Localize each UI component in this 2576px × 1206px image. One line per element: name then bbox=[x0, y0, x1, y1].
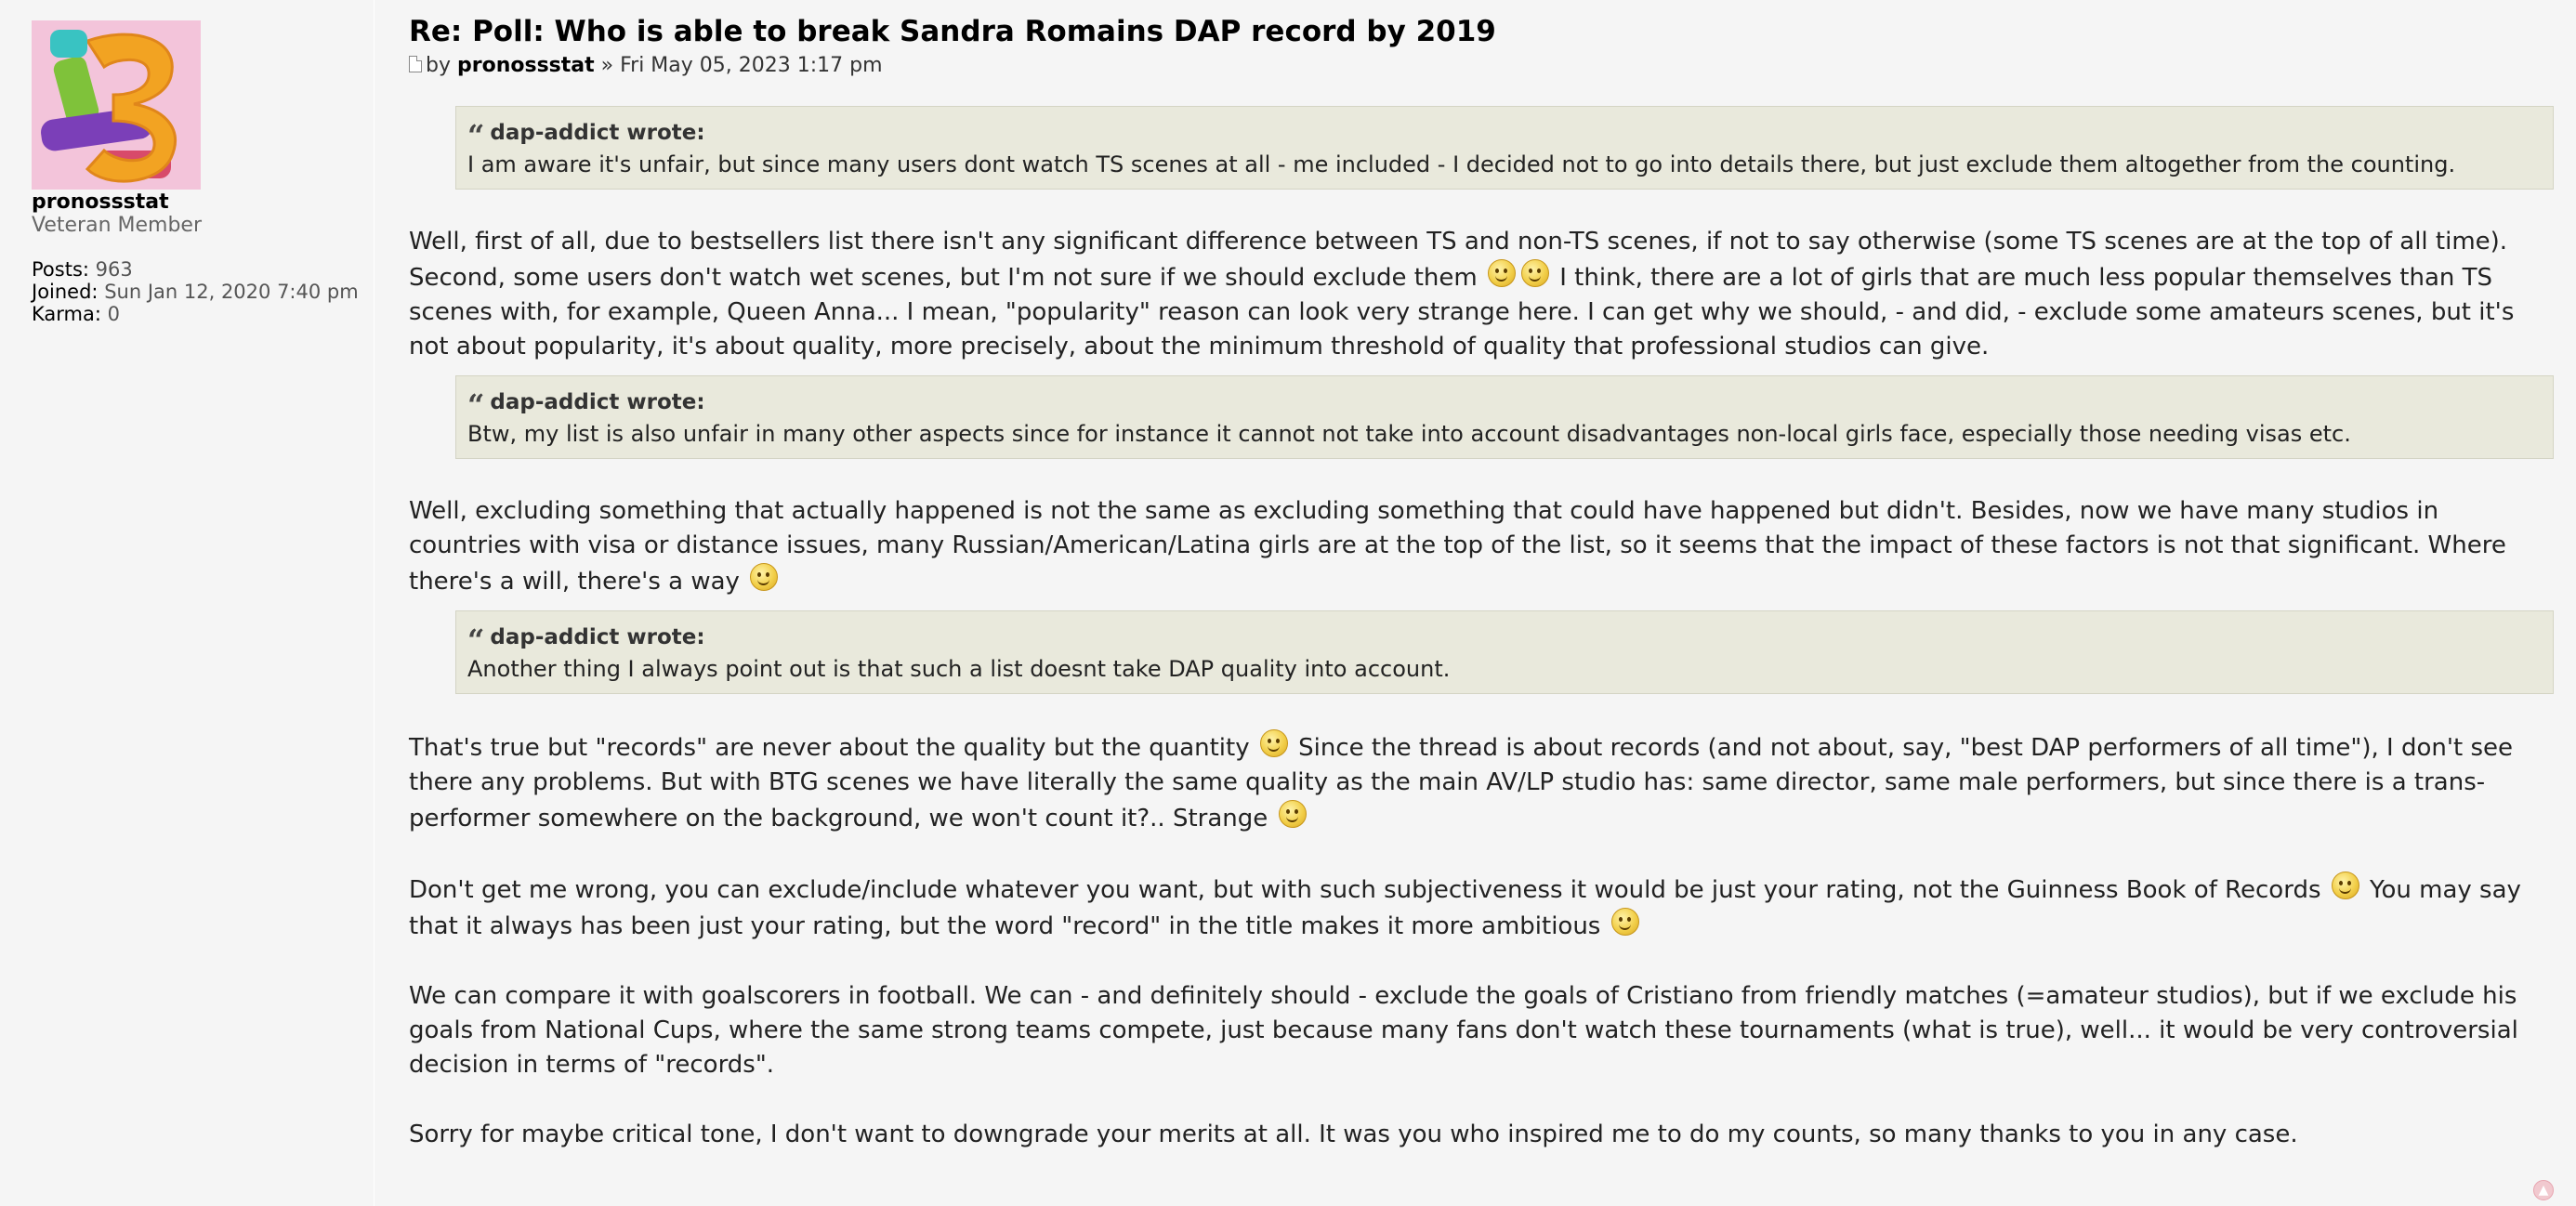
smiley-icon bbox=[1260, 729, 1288, 757]
quote-text: Another thing I always point out is that such a list doesnt take DAP quality into account. bbox=[467, 656, 1451, 682]
post-author-line bbox=[409, 52, 2554, 80]
paragraph bbox=[409, 494, 2554, 599]
quote-author bbox=[467, 623, 2542, 658]
quote-icon: “ bbox=[467, 387, 485, 423]
stat-value: 0 bbox=[107, 303, 120, 325]
quote-text: I am aware it's unfair, but since many users dont watch TS scenes at all - me included - I decided not to go into details there, but just exclude them altogether from the counting. bbox=[467, 151, 2456, 177]
post-profile bbox=[0, 0, 375, 1206]
by-label: by bbox=[426, 54, 451, 77]
quote-author-text: dap-addict wrote: bbox=[490, 625, 705, 649]
paragraph-text: We can compare it with goalscorers in football. We can - and definitely should - exclude the goals of Cristiano from friendly matches (=amateur studios), but if we exclude his goals from National Cups, where the same strong teams compete, just because many fans don't watch these tournaments (what is true), well... it would be very controversial decision in terms of "records". bbox=[409, 982, 2518, 1079]
profile-rank: Veteran Member bbox=[32, 214, 202, 237]
quote-block bbox=[455, 106, 2554, 190]
post-link-icon[interactable] bbox=[409, 56, 422, 72]
post-date: » Fri May 05, 2023 1:17 pm bbox=[600, 54, 883, 77]
paragraph bbox=[409, 872, 2554, 944]
quote-author-text: dap-addict wrote: bbox=[490, 121, 705, 145]
profile-stats bbox=[32, 258, 359, 325]
paragraph-text: You may say that it always has been just your rating, but the word "record" in the title makes it more ambitious bbox=[409, 876, 2521, 940]
back-to-top-icon[interactable]: ▲ bbox=[2533, 1180, 2554, 1200]
quote-block bbox=[455, 610, 2554, 694]
quote-author-text: dap-addict wrote: bbox=[490, 390, 705, 414]
post-body bbox=[409, 13, 2554, 1152]
profile-username[interactable]: pronossstat bbox=[32, 190, 169, 214]
post-content bbox=[409, 106, 2554, 1152]
stat-karma bbox=[32, 303, 359, 325]
paragraph-text: That's true but "records" are never about the quality but the quantity bbox=[409, 734, 1250, 762]
quote-author bbox=[467, 387, 2542, 423]
paragraph bbox=[409, 729, 2554, 836]
smiley-icon bbox=[1488, 259, 1516, 287]
stat-posts bbox=[32, 258, 359, 281]
quote-block bbox=[455, 375, 2554, 459]
smiley-icon bbox=[750, 563, 778, 591]
paragraph-text: Don't get me wrong, you can exclude/include whatever you want, but with such subjectiveness it would be just your rating, not the Guinness Book of Records bbox=[409, 876, 2321, 904]
stat-value[interactable]: 963 bbox=[95, 258, 133, 281]
smiley-icon bbox=[2332, 872, 2359, 899]
paragraph-text: Well, excluding something that actually happened is not the same as excluding something that could have happened but didn't. Besides, now we have many studios in countries with visa or distance issues, many Russian/American/Latina girls are at the top of the list, so it seems that the impact of these factors is not that significant. Where there's a will, there's a way bbox=[409, 497, 2506, 596]
stat-label: Joined: bbox=[32, 281, 99, 303]
stat-label: Posts: bbox=[32, 258, 89, 281]
stat-joined bbox=[32, 281, 359, 303]
quote-author bbox=[467, 118, 2542, 153]
paragraph bbox=[409, 1118, 2554, 1152]
paragraph bbox=[409, 979, 2554, 1082]
quote-icon: “ bbox=[467, 118, 485, 153]
stat-value: Sun Jan 12, 2020 7:40 pm bbox=[104, 281, 359, 303]
avatar-image bbox=[32, 20, 201, 190]
paragraph-text: I think, there are a lot of girls that are much less popular themselves than TS scenes with, for example, Queen Anna... I mean, "popularity" reason can look very strange here. I can get why we should, - and did, - exclude some amateurs scenes, but it's not about popularity, it's about quality, more precisely, about the minimum threshold of quality that professional studios can give. bbox=[409, 264, 2515, 360]
avatar[interactable] bbox=[32, 20, 201, 190]
post-title[interactable]: Re: Poll: Who is able to break Sandra Romains DAP record by 2019 bbox=[409, 15, 1496, 48]
paragraph-text: Sorry for maybe critical tone, I don't want to downgrade your merits at all. It was you who inspired me to do my counts, so many thanks to you in any case. bbox=[409, 1121, 2298, 1148]
paragraph-text: Well, first of all, due to bestsellers list there isn't any significant difference between TS and non-TS scenes, if not to say otherwise (some TS scenes are at the top of all time). Second, some users don't watch wet scenes, but I'm not sure if we should exclude them bbox=[409, 228, 2508, 292]
smiley-icon bbox=[1611, 908, 1639, 936]
paragraph bbox=[409, 225, 2554, 364]
smiley-icon bbox=[1279, 800, 1307, 828]
smiley-icon bbox=[1521, 259, 1549, 287]
quote-text: Btw, my list is also unfair in many other aspects since for instance it cannot not take into account disadvantages non-local girls face, especially those needing visas etc. bbox=[467, 421, 2351, 447]
quote-icon: “ bbox=[467, 623, 485, 658]
stat-label: Karma: bbox=[32, 303, 101, 325]
paragraph-text: Since the thread is about records (and not about, say, "best DAP performers of all time"), I don't see there any problems. But with BTG scenes we have literally the same quality as the main AV/LP studio has: same director, same male performers, but since there is a trans-performer somewhere on the background, we won't count it?.. Strange bbox=[409, 734, 2513, 832]
post-author[interactable]: pronossstat bbox=[456, 54, 595, 77]
